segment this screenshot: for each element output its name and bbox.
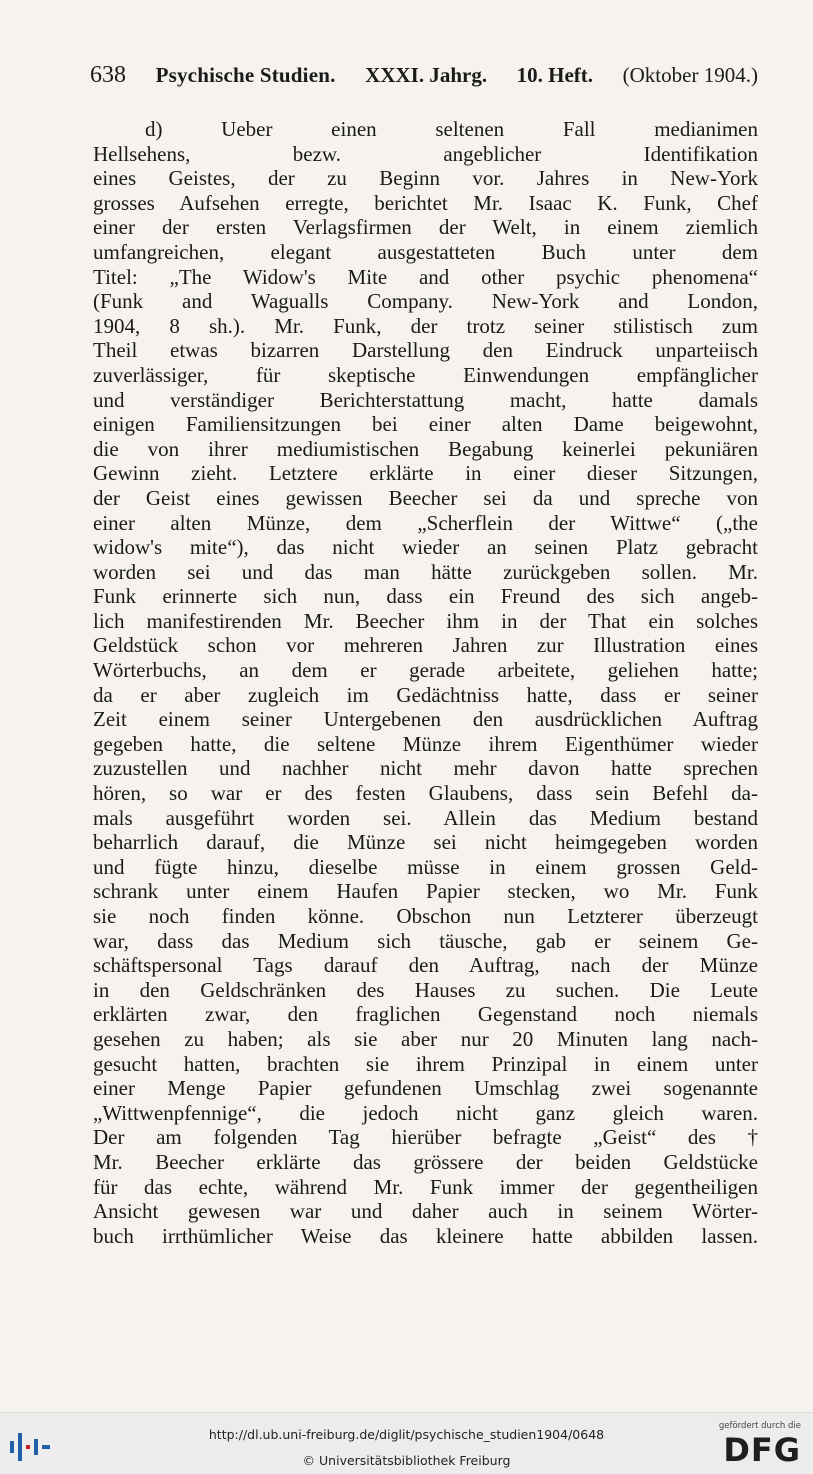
text-line: einer der ersten Verlagsfirmen der Welt, in einem ziemlich [93,215,758,240]
text-line: Hellsehens, bezw. angeblicher Identifikation [93,141,758,166]
text-line: zuzustellen und nachher nicht mehr davon hatte sprechen [93,756,758,781]
text-line: der Geist eines gewissen Beecher sei da und spreche von [93,485,758,510]
journal-date: (Oktober 1904.) [622,63,758,87]
text-line: 1904, 8 sh.). Mr. Funk, der trotz seiner stilistisch zum [93,313,758,338]
text-line: Zeit einem seiner Untergebenen den ausdrücklichen Auftrag [93,707,758,732]
text-line: schäftspersonal Tags darauf den Auftrag, nach der Münze [93,953,758,978]
running-header [90,62,758,92]
text-line: (Funk and Wagualls Company. New-York and London, [93,289,758,314]
journal-title: Psychische Studien. [155,63,336,87]
text-line: für das echte, während Mr. Funk immer der gegentheiligen [93,1174,758,1199]
text-line: grosses Aufsehen erregte, berichtet Mr. Isaac K. Funk, Chef [93,190,758,215]
text-line: einer alten Münze, dem „Scherflein der Wittwe“ („the [93,510,758,535]
text-line: zuverlässiger, für skeptische Einwendungen empfänglicher [93,362,758,387]
text-line: Wörterbuchs, an dem er gerade arbeitete, geliehen hatte; [93,658,758,683]
text-line: beharrlich darauf, die Münze sei nicht heimgegeben worden [93,830,758,855]
text-line: „Wittwenpfennige“, die jedoch nicht ganz gleich waren. [93,1100,758,1125]
text-line: da er aber zugleich im Gedächtniss hatte, dass er seiner [93,682,758,707]
text-line: Mr. Beecher erklärte das grössere der beiden Geldstücke [93,1149,758,1174]
text-line: lich manifestirenden Mr. Beecher ihm in der That ein solches [93,608,758,633]
dfg-logo: DFG [723,1431,801,1469]
text-line: widow's mite“), das nicht wieder an seinen Platz gebracht [93,535,758,560]
text-line: hören, so war er des festen Glaubens, dass sein Befehl da- [93,781,758,806]
page-number: 638 [90,62,126,88]
text-line: erklärten zwar, den fraglichen Gegenstand noch niemals [93,1002,758,1027]
text-line: einer Menge Papier gefundenen Umschlag zwei sogenannte [93,1076,758,1101]
text-line: d) Ueber einen seltenen Fall medianimen [145,117,758,141]
text-line: worden sei und das man hätte zurückgeben sollen. Mr. [93,559,758,584]
body-text [93,117,758,1248]
dfg-caption: gefördert durch die [718,1421,801,1431]
footer-url-link[interactable]: http://dl.ub.uni-freiburg.de/diglit/psychische_studien1904/0648 [208,1427,605,1442]
text-line: Der am folgenden Tag hierüber befragte „Geist“ des † [93,1125,758,1150]
text-line: einigen Familiensitzungen bei einer alten Dame beigewohnt, [93,412,758,437]
text-line: und fügte hinzu, dieselbe müsse in einem grossen Geld- [93,854,758,879]
footer-bar [0,1412,813,1474]
text-line: gegeben hatte, die seltene Münze ihrem Eigenthümer wieder [93,731,758,756]
text-line: gesucht hatten, brachten sie ihrem Prinzipal in einem unter [93,1051,758,1076]
text-line: Gewinn zieht. Letztere erklärte in einer dieser Sitzungen, [93,461,758,486]
text-line: schrank unter einem Haufen Papier stecken, wo Mr. Funk [93,879,758,904]
text-line: die von ihrer mediumistischen Begabung keinerlei pekuniären [93,436,758,461]
text-line: war, dass das Medium sich täusche, gab er seinem Ge- [93,928,758,953]
text-line: und verständiger Berichterstattung macht, hatte damals [93,387,758,412]
text-line: buch irrthümlicher Weise das kleinere hatte abbilden lassen. [93,1223,758,1248]
text-line: eines Geistes, der zu Beginn vor. Jahres in New-York [93,166,758,191]
text-line: Theil etwas bizarren Darstellung den Eindruck unparteiisch [93,338,758,363]
text-line: Geldstück schon vor mehreren Jahren zur Illustration eines [93,633,758,658]
text-line: in den Geldschränken des Hauses zu suchen. Die Leute [93,977,758,1002]
journal-issue: 10. Heft. [516,63,594,87]
text-line: gesehen zu haben; als sie aber nur 20 Minuten lang nach- [93,1026,758,1051]
text-line: umfangreichen, elegant ausgestatteten Buch unter dem [93,239,758,264]
footer-copyright: © Universitätsbibliothek Freiburg [302,1453,511,1468]
text-line: Titel: „The Widow's Mite and other psychic phenomena“ [93,264,758,289]
text-line: Funk erinnerte sich nun, dass ein Freund des sich angeb- [93,584,758,609]
journal-year: XXXI. Jahrg. [365,63,488,87]
text-line: mals ausgeführt worden sei. Allein das Medium bestand [93,805,758,830]
text-line: sie noch finden könne. Obschon nun Letzterer überzeugt [93,904,758,928]
text-line: Ansicht gewesen war und daher auch in seinem Wörter- [93,1199,758,1224]
